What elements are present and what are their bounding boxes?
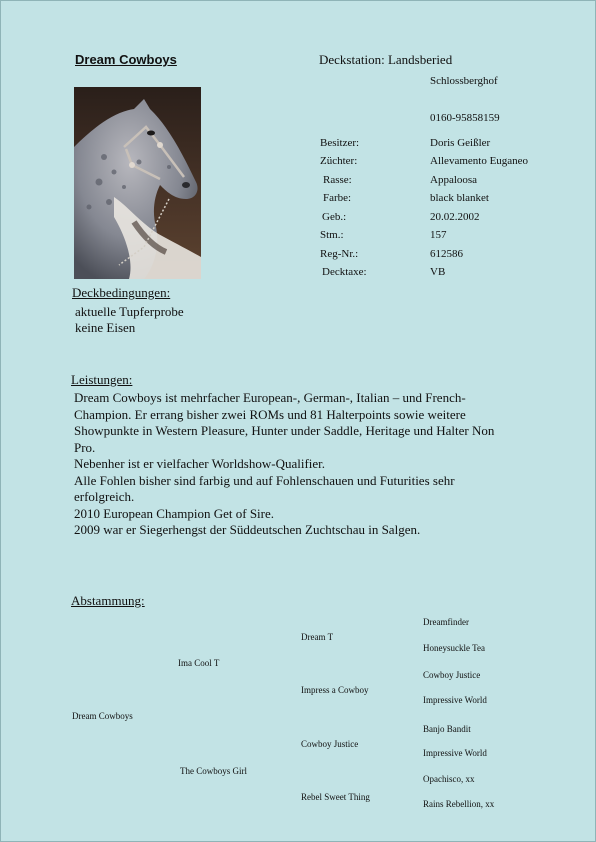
- detail-value: Allevamento Euganeo: [430, 155, 529, 167]
- pedigree-gen3: Impressive World: [423, 695, 487, 705]
- detail-value: 157: [430, 229, 447, 241]
- achievement-line: Showpunkte in Western Pleasure, Hunter under Saddle, Heritage und Halter Non: [74, 423, 495, 438]
- pedigree-gen3: Honeysuckle Tea: [423, 643, 485, 653]
- detail-label: Decktaxe:: [322, 266, 367, 278]
- pedigree-dam-sire: Cowboy Justice: [301, 739, 359, 749]
- horse-photo-image: [74, 87, 201, 279]
- achievement-line: Nebenher ist er vielfacher Worldshow-Qualifier.: [74, 456, 326, 471]
- station-place: Schlossberghof: [430, 75, 498, 87]
- pedigree-gen3: Banjo Bandit: [423, 724, 471, 734]
- condition-line: keine Eisen: [75, 320, 136, 335]
- achievement-line: Dream Cowboys ist mehrfacher European-, German-, Italian – und French-: [74, 390, 466, 405]
- pedigree-gen3: Rains Rebellion, xx: [423, 799, 495, 809]
- detail-value: black blanket: [430, 192, 489, 204]
- station-label: Deckstation: Landsberied: [319, 52, 453, 67]
- horse-name-title: Dream Cowboys: [75, 52, 177, 67]
- pedigree-gen3: Cowboy Justice: [423, 670, 481, 680]
- pedigree-sire-sire: Dream T: [301, 632, 334, 642]
- achievements-heading: Leistungen:: [71, 372, 133, 387]
- detail-label: Reg-Nr.:: [320, 248, 359, 260]
- detail-value: Doris Geißler: [430, 137, 491, 149]
- achievement-line: Pro.: [74, 439, 96, 455]
- detail-label: Züchter:: [320, 155, 358, 167]
- achievements-text: [74, 390, 544, 539]
- condition-line: aktuelle Tupferprobe: [75, 304, 184, 319]
- detail-value: Appaloosa: [430, 174, 478, 186]
- phone-number: 0160-95858159: [430, 112, 500, 124]
- pedigree-dam: The Cowboys Girl: [180, 766, 247, 776]
- pedigree-gen3: Impressive World: [423, 748, 487, 758]
- detail-value: VB: [430, 266, 446, 278]
- detail-label: Stm.:: [320, 229, 344, 241]
- detail-label: Besitzer:: [320, 137, 360, 149]
- detail-label: Rasse:: [323, 174, 352, 186]
- pedigree-gen3: Dreamfinder: [423, 617, 469, 627]
- achievement-line: Champion. Er errang bisher zwei ROMs und 81 Halterpoints sowie weitere: [74, 406, 466, 422]
- detail-value: 612586: [430, 248, 463, 260]
- achievement-line: 2010 European Champion Get of Sire.: [74, 505, 275, 521]
- detail-label: Geb.:: [322, 211, 347, 223]
- horse-photo: [74, 87, 201, 279]
- detail-value: 20.02.2002: [430, 211, 480, 223]
- achievement-line: Alle Fohlen bisher sind farbig und auf Fohlenschauen und Futurities sehr: [74, 472, 455, 488]
- conditions-heading: Deckbedingungen:: [72, 285, 171, 300]
- pedigree-sire: Ima Cool T: [178, 658, 220, 668]
- pedigree-heading: Abstammung:: [71, 593, 145, 608]
- pedigree-horse: Dream Cowboys: [72, 711, 133, 721]
- achievement-line: erfolgreich.: [74, 489, 135, 504]
- pedigree-sire-dam: Impress a Cowboy: [301, 685, 369, 695]
- pedigree-dam-dam: Rebel Sweet Thing: [301, 792, 370, 802]
- detail-label: Farbe:: [323, 192, 352, 204]
- pedigree-gen3: Opachisco, xx: [423, 774, 475, 784]
- achievement-line: 2009 war er Siegerhengst der Süddeutschen Zuchtschau in Salgen.: [74, 522, 421, 537]
